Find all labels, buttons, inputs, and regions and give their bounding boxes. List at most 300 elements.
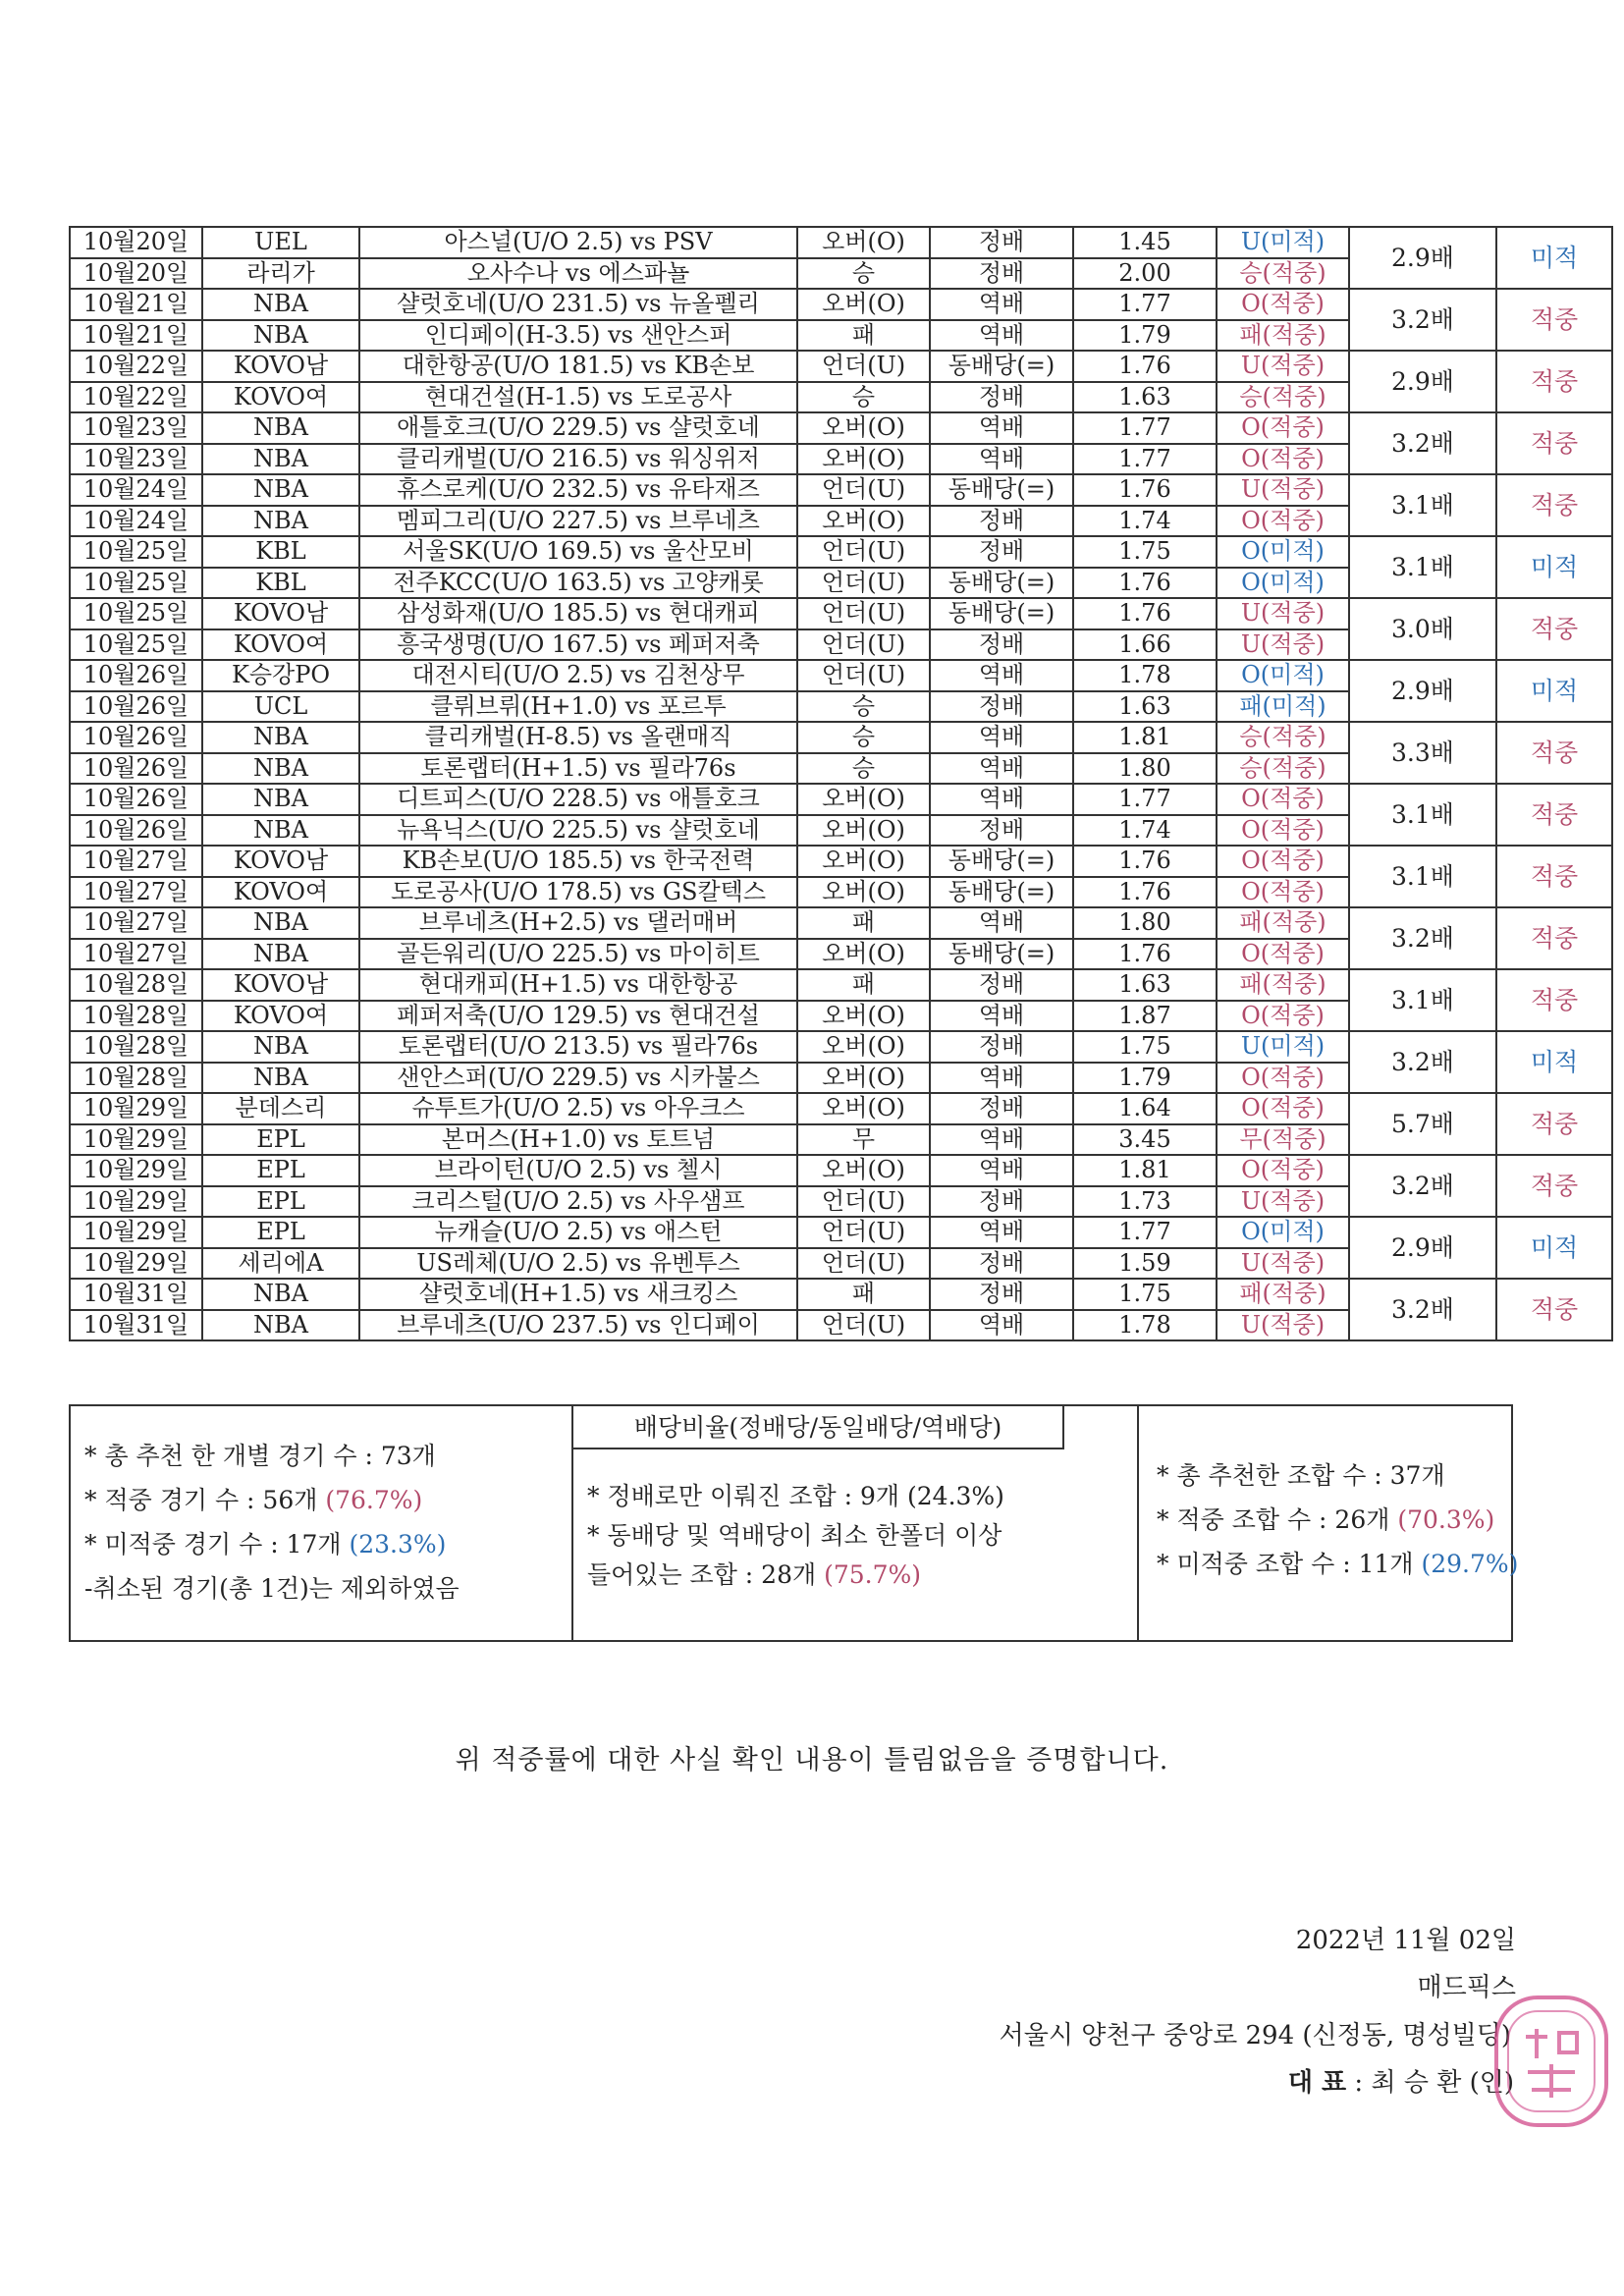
table-row bbox=[70, 412, 1612, 444]
cell-odds-type: 정배 bbox=[930, 506, 1073, 537]
cell-pick: 승 bbox=[797, 722, 930, 753]
cell-combo-result: 적중 bbox=[1496, 907, 1612, 969]
cell-odds-type: 동배당(=) bbox=[930, 846, 1073, 877]
cell-pick: 승 bbox=[797, 753, 930, 785]
cell-match: 뉴캐슬(U/O 2.5) vs 애스턴 bbox=[359, 1217, 797, 1248]
cell-match: 현대캐피(H+1.5) vs 대한항공 bbox=[359, 969, 797, 1001]
cell-league: 세리에A bbox=[202, 1248, 359, 1280]
cell-date: 10월23일 bbox=[70, 412, 202, 444]
cell-odds-type: 역배 bbox=[930, 1310, 1073, 1341]
cell-match: 멤피그리(U/O 227.5) vs 브루네츠 bbox=[359, 506, 797, 537]
table-row bbox=[70, 846, 1612, 877]
cell-match: 샬럿호네(H+1.5) vs 새크킹스 bbox=[359, 1279, 797, 1310]
cell-combo-odds: 3.1배 bbox=[1349, 536, 1496, 598]
cell-date: 10월22일 bbox=[70, 351, 202, 382]
cell-pick: 오버(O) bbox=[797, 506, 930, 537]
cell-result: O(적중) bbox=[1217, 939, 1349, 970]
summary-text: * 미적중 경기 수 : 17개 bbox=[84, 1530, 350, 1558]
cell-result: 무(적중) bbox=[1217, 1124, 1349, 1156]
representative bbox=[1288, 2062, 1514, 2099]
cell-odds-type: 정배 bbox=[930, 1093, 1073, 1124]
cell-combo-odds: 3.2배 bbox=[1349, 1279, 1496, 1340]
cell-combo-result: 미적 bbox=[1496, 1031, 1612, 1093]
cell-odds-type: 정배 bbox=[930, 1186, 1073, 1218]
cell-date: 10월26일 bbox=[70, 691, 202, 723]
cell-odds-type: 정배 bbox=[930, 258, 1073, 290]
cell-odds: 2.00 bbox=[1073, 258, 1217, 290]
cell-match: 인디페이(H-3.5) vs 샌안스퍼 bbox=[359, 320, 797, 352]
cell-pick: 오버(O) bbox=[797, 1063, 930, 1094]
cell-pick: 패 bbox=[797, 320, 930, 352]
cell-match: 브루네츠(U/O 237.5) vs 인디페이 bbox=[359, 1310, 797, 1341]
cell-pick: 승 bbox=[797, 691, 930, 723]
cell-league: 라리가 bbox=[202, 258, 359, 290]
cell-combo-result: 적중 bbox=[1496, 289, 1612, 351]
summary-text: 들어있는 조합 : 28개 bbox=[587, 1560, 825, 1589]
cell-result: O(적중) bbox=[1217, 289, 1349, 320]
cell-odds-type: 역배 bbox=[930, 1124, 1073, 1156]
cell-odds-type: 정배 bbox=[930, 536, 1073, 568]
cell-pick: 오버(O) bbox=[797, 877, 930, 908]
cell-match: 오사수나 vs 에스파뇰 bbox=[359, 258, 797, 290]
cell-result: 승(적중) bbox=[1217, 382, 1349, 413]
summary-text: * 총 추천 한 개별 경기 수 : 73개 bbox=[84, 1442, 436, 1470]
cell-date: 10월22일 bbox=[70, 382, 202, 413]
cell-match: 대전시티(U/O 2.5) vs 김천상무 bbox=[359, 660, 797, 691]
cell-odds: 1.81 bbox=[1073, 722, 1217, 753]
table-row bbox=[70, 1279, 1612, 1310]
cell-pick: 오버(O) bbox=[797, 412, 930, 444]
cell-league: KOVO여 bbox=[202, 1001, 359, 1032]
cell-odds-type: 역배 bbox=[930, 784, 1073, 815]
summary-percent: (76.7%) bbox=[325, 1486, 423, 1514]
cell-match: 흥국생명(U/O 167.5) vs 페퍼저축 bbox=[359, 629, 797, 661]
cell-date: 10월24일 bbox=[70, 474, 202, 506]
cell-league: NBA bbox=[202, 444, 359, 475]
cell-league: NBA bbox=[202, 784, 359, 815]
cell-combo-odds: 2.9배 bbox=[1349, 660, 1496, 722]
cell-combo-result: 적중 bbox=[1496, 969, 1612, 1031]
cell-odds: 1.59 bbox=[1073, 1248, 1217, 1280]
cell-league: NBA bbox=[202, 1063, 359, 1094]
cell-result: U(적중) bbox=[1217, 1186, 1349, 1218]
summary-box bbox=[69, 1404, 1519, 1642]
cell-match: 현대건설(H-1.5) vs 도로공사 bbox=[359, 382, 797, 413]
cell-result: U(적중) bbox=[1217, 629, 1349, 661]
cell-pick: 오버(O) bbox=[797, 444, 930, 475]
cell-combo-result: 미적 bbox=[1496, 227, 1612, 289]
cell-pick: 오버(O) bbox=[797, 784, 930, 815]
cell-pick: 언더(U) bbox=[797, 568, 930, 599]
cell-result: U(미적) bbox=[1217, 227, 1349, 258]
cell-date: 10월31일 bbox=[70, 1310, 202, 1341]
cell-date: 10월27일 bbox=[70, 877, 202, 908]
cell-date: 10월27일 bbox=[70, 907, 202, 939]
cell-combo-odds: 3.2배 bbox=[1349, 1031, 1496, 1093]
company-seal-stamp bbox=[1483, 1988, 1620, 2135]
cell-odds: 1.79 bbox=[1073, 1063, 1217, 1094]
summary-text: -취소된 경기(총 1건)는 제외하였음 bbox=[84, 1574, 460, 1603]
summary-percent: (75.7%) bbox=[824, 1560, 922, 1589]
results-table bbox=[69, 226, 1613, 1341]
cell-odds: 1.79 bbox=[1073, 320, 1217, 352]
cell-odds-type: 역배 bbox=[930, 320, 1073, 352]
cell-odds-type: 정배 bbox=[930, 382, 1073, 413]
cell-league: NBA bbox=[202, 289, 359, 320]
cell-league: NBA bbox=[202, 907, 359, 939]
cell-result: 승(적중) bbox=[1217, 258, 1349, 290]
cell-combo-result: 미적 bbox=[1496, 536, 1612, 598]
cell-date: 10월28일 bbox=[70, 1063, 202, 1094]
cell-result: O(적중) bbox=[1217, 815, 1349, 847]
cell-combo-result: 적중 bbox=[1496, 351, 1612, 412]
cell-combo-result: 미적 bbox=[1496, 1217, 1612, 1279]
cell-odds-type: 역배 bbox=[930, 907, 1073, 939]
cell-combo-result: 적중 bbox=[1496, 412, 1612, 474]
cell-result: O(적중) bbox=[1217, 506, 1349, 537]
cell-combo-odds: 3.1배 bbox=[1349, 846, 1496, 907]
cell-pick: 오버(O) bbox=[797, 227, 930, 258]
cell-date: 10월26일 bbox=[70, 815, 202, 847]
cell-odds: 1.76 bbox=[1073, 846, 1217, 877]
summary-text: * 적중 조합 수 : 26개 bbox=[1157, 1505, 1398, 1534]
summary-line bbox=[84, 1522, 571, 1566]
summary-line bbox=[1157, 1453, 1511, 1498]
certification-statement: 위 적중률에 대한 사실 확인 내용이 틀림없음을 증명합니다. bbox=[455, 1745, 1169, 1776]
cell-league: KOVO남 bbox=[202, 598, 359, 629]
cell-league: KBL bbox=[202, 568, 359, 599]
cell-match: 슈투트가(U/O 2.5) vs 아우크스 bbox=[359, 1093, 797, 1124]
cell-date: 10월24일 bbox=[70, 506, 202, 537]
cell-pick: 언더(U) bbox=[797, 629, 930, 661]
cell-combo-odds: 2.9배 bbox=[1349, 351, 1496, 412]
cell-date: 10월31일 bbox=[70, 1279, 202, 1310]
cell-result: O(미적) bbox=[1217, 1217, 1349, 1248]
cell-result: O(적중) bbox=[1217, 1001, 1349, 1032]
cell-combo-odds: 3.2배 bbox=[1349, 1155, 1496, 1217]
cell-date: 10월29일 bbox=[70, 1217, 202, 1248]
cell-match: 페퍼저축(U/O 129.5) vs 현대건설 bbox=[359, 1001, 797, 1032]
cell-match: 크리스털(U/O 2.5) vs 사우샘프 bbox=[359, 1186, 797, 1218]
cell-match: 본머스(H+1.0) vs 토트넘 bbox=[359, 1124, 797, 1156]
cell-league: UCL bbox=[202, 691, 359, 723]
cell-combo-result: 적중 bbox=[1496, 784, 1612, 846]
issue-date: 2022년 11월 02일 bbox=[1295, 1926, 1516, 1955]
cell-pick: 무 bbox=[797, 1124, 930, 1156]
table-row bbox=[70, 536, 1612, 568]
cell-odds: 1.76 bbox=[1073, 598, 1217, 629]
cell-league: EPL bbox=[202, 1217, 359, 1248]
cell-league: KBL bbox=[202, 536, 359, 568]
cell-odds: 1.76 bbox=[1073, 351, 1217, 382]
cell-combo-odds: 3.0배 bbox=[1349, 598, 1496, 660]
cell-match: 서울SK(U/O 169.5) vs 울산모비 bbox=[359, 536, 797, 568]
cell-result: O(미적) bbox=[1217, 536, 1349, 568]
cell-date: 10월25일 bbox=[70, 629, 202, 661]
cell-result: O(미적) bbox=[1217, 660, 1349, 691]
cell-combo-odds: 3.1배 bbox=[1349, 474, 1496, 536]
cell-pick: 오버(O) bbox=[797, 1031, 930, 1063]
cell-league: NBA bbox=[202, 1310, 359, 1341]
table-row bbox=[70, 722, 1612, 753]
cell-date: 10월29일 bbox=[70, 1093, 202, 1124]
cell-date: 10월21일 bbox=[70, 320, 202, 352]
cell-date: 10월26일 bbox=[70, 753, 202, 785]
cell-result: O(적중) bbox=[1217, 444, 1349, 475]
cell-result: O(적중) bbox=[1217, 846, 1349, 877]
cell-pick: 언더(U) bbox=[797, 660, 930, 691]
cell-result: O(적중) bbox=[1217, 412, 1349, 444]
cell-league: NBA bbox=[202, 753, 359, 785]
cell-odds: 1.45 bbox=[1073, 227, 1217, 258]
cell-odds: 1.77 bbox=[1073, 784, 1217, 815]
cell-result: 패(적중) bbox=[1217, 1279, 1349, 1310]
cell-odds-type: 정배 bbox=[930, 815, 1073, 847]
cell-odds: 1.63 bbox=[1073, 382, 1217, 413]
cell-league: KOVO여 bbox=[202, 629, 359, 661]
cell-date: 10월29일 bbox=[70, 1155, 202, 1186]
cell-date: 10월27일 bbox=[70, 939, 202, 970]
cell-pick: 오버(O) bbox=[797, 289, 930, 320]
cell-match: 아스널(U/O 2.5) vs PSV bbox=[359, 227, 797, 258]
cell-league: NBA bbox=[202, 506, 359, 537]
cell-odds: 1.81 bbox=[1073, 1155, 1217, 1186]
cell-pick: 오버(O) bbox=[797, 1093, 930, 1124]
cell-league: KOVO여 bbox=[202, 877, 359, 908]
cell-combo-odds: 3.1배 bbox=[1349, 784, 1496, 846]
cell-match: 도로공사(U/O 178.5) vs GS칼텍스 bbox=[359, 877, 797, 908]
cell-odds: 1.78 bbox=[1073, 660, 1217, 691]
cell-result: U(적중) bbox=[1217, 474, 1349, 506]
cell-odds: 1.63 bbox=[1073, 691, 1217, 723]
table-row bbox=[70, 784, 1612, 815]
cell-pick: 언더(U) bbox=[797, 1310, 930, 1341]
cell-odds-type: 동배당(=) bbox=[930, 351, 1073, 382]
cell-odds-type: 역배 bbox=[930, 1217, 1073, 1248]
table-row bbox=[70, 351, 1612, 382]
cell-match: 전주KCC(U/O 163.5) vs 고양캐롯 bbox=[359, 568, 797, 599]
cell-odds-type: 정배 bbox=[930, 1031, 1073, 1063]
cell-pick: 오버(O) bbox=[797, 1155, 930, 1186]
cell-odds-type: 정배 bbox=[930, 227, 1073, 258]
cell-pick: 언더(U) bbox=[797, 1186, 930, 1218]
cell-match: 대한항공(U/O 181.5) vs KB손보 bbox=[359, 351, 797, 382]
cell-combo-result: 적중 bbox=[1496, 598, 1612, 660]
cell-match: 토론랩터(H+1.5) vs 필라76s bbox=[359, 753, 797, 785]
cell-date: 10월26일 bbox=[70, 722, 202, 753]
cell-result: U(미적) bbox=[1217, 1031, 1349, 1063]
cell-odds: 1.77 bbox=[1073, 412, 1217, 444]
summary-text: * 총 추천한 조합 수 : 37개 bbox=[1157, 1461, 1445, 1490]
cell-combo-result: 적중 bbox=[1496, 846, 1612, 907]
cell-result: 패(적중) bbox=[1217, 969, 1349, 1001]
cell-result: 패(적중) bbox=[1217, 320, 1349, 352]
cell-result: O(적중) bbox=[1217, 1155, 1349, 1186]
cell-odds-type: 정배 bbox=[930, 1279, 1073, 1310]
cell-result: 패(적중) bbox=[1217, 907, 1349, 939]
cell-pick: 언더(U) bbox=[797, 351, 930, 382]
cell-date: 10월26일 bbox=[70, 784, 202, 815]
cell-match: 뉴욕닉스(U/O 225.5) vs 샬럿호네 bbox=[359, 815, 797, 847]
cell-result: U(적중) bbox=[1217, 1248, 1349, 1280]
cell-odds-type: 역배 bbox=[930, 444, 1073, 475]
cell-odds: 1.76 bbox=[1073, 568, 1217, 599]
summary-line bbox=[84, 1566, 571, 1611]
summary-individual bbox=[71, 1406, 573, 1640]
cell-combo-result: 미적 bbox=[1496, 660, 1612, 722]
cell-odds-type: 동배당(=) bbox=[930, 568, 1073, 599]
cell-league: NBA bbox=[202, 722, 359, 753]
cell-date: 10월28일 bbox=[70, 1031, 202, 1063]
table-row bbox=[70, 969, 1612, 1001]
table-row bbox=[70, 660, 1612, 691]
cell-odds: 1.64 bbox=[1073, 1093, 1217, 1124]
cell-pick: 승 bbox=[797, 258, 930, 290]
cell-odds-type: 역배 bbox=[930, 412, 1073, 444]
cell-league: UEL bbox=[202, 227, 359, 258]
cell-date: 10월26일 bbox=[70, 660, 202, 691]
cell-result: 패(미적) bbox=[1217, 691, 1349, 723]
summary-percent: (23.3%) bbox=[349, 1530, 447, 1558]
company-name: 매드픽스 bbox=[1417, 1973, 1516, 2002]
cell-odds: 1.74 bbox=[1073, 815, 1217, 847]
cell-combo-odds: 3.2배 bbox=[1349, 907, 1496, 969]
cell-date: 10월28일 bbox=[70, 1001, 202, 1032]
cell-date: 10월20일 bbox=[70, 227, 202, 258]
summary-line bbox=[1157, 1498, 1511, 1542]
cell-date: 10월25일 bbox=[70, 536, 202, 568]
cell-odds: 1.75 bbox=[1073, 1031, 1217, 1063]
cell-match: 샬럿호네(U/O 231.5) vs 뉴올펠리 bbox=[359, 289, 797, 320]
cell-league: KOVO남 bbox=[202, 969, 359, 1001]
cell-odds: 1.76 bbox=[1073, 877, 1217, 908]
representative-label: 대 표 bbox=[1287, 2068, 1347, 2098]
cell-match: 샌안스퍼(U/O 229.5) vs 시카불스 bbox=[359, 1063, 797, 1094]
table-row bbox=[70, 1031, 1612, 1063]
cell-date: 10월28일 bbox=[70, 969, 202, 1001]
cell-league: EPL bbox=[202, 1124, 359, 1156]
cell-combo-odds: 3.2배 bbox=[1349, 289, 1496, 351]
cell-odds-type: 동배당(=) bbox=[930, 939, 1073, 970]
cell-odds: 1.76 bbox=[1073, 939, 1217, 970]
table-row bbox=[70, 227, 1612, 258]
cell-match: 클뤼브뤼(H+1.0) vs 포르투 bbox=[359, 691, 797, 723]
cell-match: 골든워리(U/O 225.5) vs 마이히트 bbox=[359, 939, 797, 970]
cell-odds: 1.75 bbox=[1073, 1279, 1217, 1310]
cell-match: 클리캐벌(U/O 216.5) vs 워싱위저 bbox=[359, 444, 797, 475]
cell-pick: 오버(O) bbox=[797, 939, 930, 970]
table-row bbox=[70, 474, 1612, 506]
cell-match: 토론랩터(U/O 213.5) vs 필라76s bbox=[359, 1031, 797, 1063]
cell-combo-result: 적중 bbox=[1496, 474, 1612, 536]
cell-odds: 1.74 bbox=[1073, 506, 1217, 537]
cell-league: NBA bbox=[202, 815, 359, 847]
cell-combo-odds: 5.7배 bbox=[1349, 1093, 1496, 1155]
cell-odds-type: 정배 bbox=[930, 629, 1073, 661]
odds-ratio-title: 배당비율(정배당/동일배당/역배당) bbox=[573, 1406, 1064, 1449]
cell-league: NBA bbox=[202, 474, 359, 506]
cell-result: U(적중) bbox=[1217, 598, 1349, 629]
company-address: 서울시 양천구 중앙로 294 (신정동, 명성빌딩) bbox=[999, 2021, 1511, 2050]
table-row bbox=[70, 289, 1612, 320]
summary-line bbox=[587, 1556, 1129, 1595]
cell-league: KOVO남 bbox=[202, 351, 359, 382]
cell-odds-type: 동배당(=) bbox=[930, 877, 1073, 908]
summary-line bbox=[587, 1516, 1129, 1556]
cell-odds: 3.45 bbox=[1073, 1124, 1217, 1156]
cell-odds: 1.77 bbox=[1073, 289, 1217, 320]
cell-date: 10월29일 bbox=[70, 1124, 202, 1156]
cell-pick: 언더(U) bbox=[797, 598, 930, 629]
cell-pick: 패 bbox=[797, 969, 930, 1001]
cell-match: KB손보(U/O 185.5) vs 한국전력 bbox=[359, 846, 797, 877]
cell-date: 10월25일 bbox=[70, 598, 202, 629]
summary-line bbox=[84, 1434, 571, 1478]
cell-match: 삼성화재(U/O 185.5) vs 현대캐피 bbox=[359, 598, 797, 629]
cell-combo-odds: 2.9배 bbox=[1349, 227, 1496, 289]
cell-league: NBA bbox=[202, 1279, 359, 1310]
cell-odds: 1.66 bbox=[1073, 629, 1217, 661]
summary-line bbox=[587, 1477, 1129, 1516]
cell-league: EPL bbox=[202, 1186, 359, 1218]
cell-odds-type: 정배 bbox=[930, 969, 1073, 1001]
cell-league: NBA bbox=[202, 1031, 359, 1063]
summary-text: * 정배로만 이뤄진 조합 : 9개 (24.3%) bbox=[587, 1482, 1004, 1510]
cell-combo-result: 적중 bbox=[1496, 722, 1612, 784]
cell-pick: 언더(U) bbox=[797, 1248, 930, 1280]
cell-odds-type: 정배 bbox=[930, 1248, 1073, 1280]
cell-pick: 오버(O) bbox=[797, 815, 930, 847]
cell-result: O(적중) bbox=[1217, 784, 1349, 815]
cell-pick: 오버(O) bbox=[797, 846, 930, 877]
table-row bbox=[70, 1093, 1612, 1124]
cell-league: 분데스리 bbox=[202, 1093, 359, 1124]
cell-result: O(적중) bbox=[1217, 1093, 1349, 1124]
cell-date: 10월29일 bbox=[70, 1248, 202, 1280]
cell-league: K승강PO bbox=[202, 660, 359, 691]
cell-date: 10월29일 bbox=[70, 1186, 202, 1218]
cell-result: O(미적) bbox=[1217, 568, 1349, 599]
summary-percent: (29.7%) bbox=[1421, 1550, 1519, 1578]
cell-result: 승(적중) bbox=[1217, 753, 1349, 785]
cell-odds-type: 역배 bbox=[930, 1155, 1073, 1186]
cell-pick: 패 bbox=[797, 1279, 930, 1310]
cell-league: KOVO여 bbox=[202, 382, 359, 413]
cell-match: US레체(U/O 2.5) vs 유벤투스 bbox=[359, 1248, 797, 1280]
cell-odds-type: 동배당(=) bbox=[930, 598, 1073, 629]
cell-pick: 언더(U) bbox=[797, 1217, 930, 1248]
cell-match: 클리캐벌(H-8.5) vs 올랜매직 bbox=[359, 722, 797, 753]
summary-odds-ratio bbox=[573, 1406, 1139, 1640]
cell-odds-type: 역배 bbox=[930, 1063, 1073, 1094]
summary-line bbox=[1157, 1542, 1519, 1586]
cell-odds: 1.80 bbox=[1073, 753, 1217, 785]
cell-odds: 1.77 bbox=[1073, 1217, 1217, 1248]
cell-league: NBA bbox=[202, 939, 359, 970]
cell-match: 브라이턴(U/O 2.5) vs 첼시 bbox=[359, 1155, 797, 1186]
cell-odds-type: 동배당(=) bbox=[930, 474, 1073, 506]
cell-odds-type: 정배 bbox=[930, 691, 1073, 723]
cell-date: 10월25일 bbox=[70, 568, 202, 599]
cell-date: 10월27일 bbox=[70, 846, 202, 877]
cell-league: KOVO남 bbox=[202, 846, 359, 877]
cell-pick: 언더(U) bbox=[797, 474, 930, 506]
cell-league: NBA bbox=[202, 412, 359, 444]
cell-league: NBA bbox=[202, 320, 359, 352]
cell-date: 10월23일 bbox=[70, 444, 202, 475]
cell-combo-odds: 3.1배 bbox=[1349, 969, 1496, 1031]
cell-pick: 오버(O) bbox=[797, 1001, 930, 1032]
